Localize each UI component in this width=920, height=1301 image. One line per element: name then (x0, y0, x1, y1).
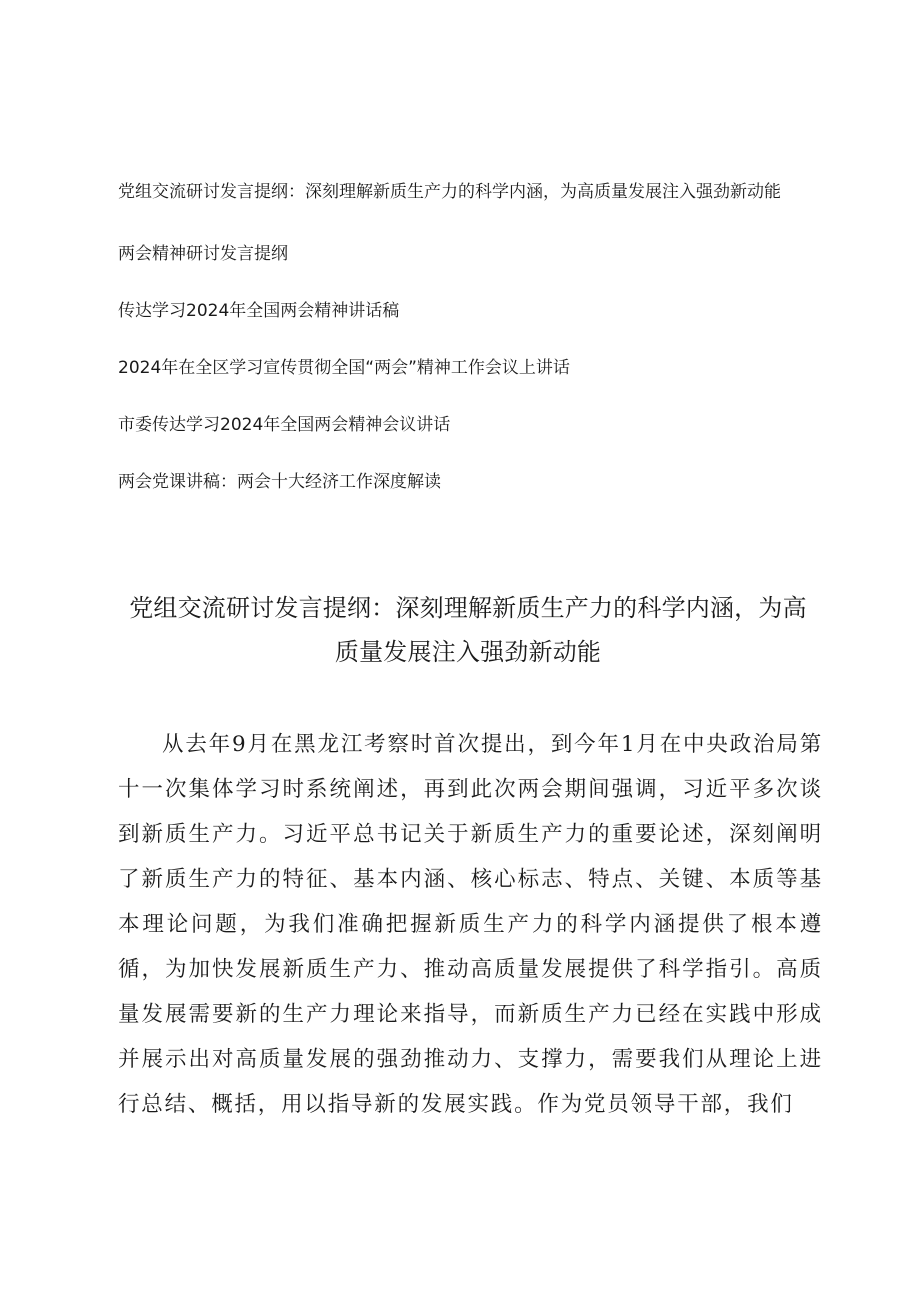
toc-item[interactable]: 2024年在全区学习宣传贯彻全国“两会”精神工作会议上讲话 (118, 358, 570, 378)
toc-item[interactable]: 传达学习2024年全国两会精神讲话稿 (118, 301, 400, 321)
toc-item[interactable]: 党组交流研讨发言提纲：深刻理解新质生产力的科学内涵，为高质量发展注入强劲新动能 (118, 182, 781, 202)
article-title: 党组交流研讨发言提纲：深刻理解新质生产力的科学内涵，为高质量发展注入强劲新动能 (129, 594, 807, 666)
toc-item[interactable]: 两会精神研讨发言提纲 (118, 244, 288, 264)
toc-item[interactable]: 市委传达学习2024年全国两会精神会议讲话 (118, 415, 451, 435)
table-of-contents (118, 178, 818, 525)
toc-item[interactable]: 两会党课讲稿：两会十大经济工作深度解读 (118, 472, 441, 492)
article-paragraph: 从去年9月在黑龙江考察时首次提出，到今年1月在中央政治局第十一次集体学习时系统阐述，再到此次两会期间强调，习近平多次谈到新质生产力。习近平总书记关于新质生产力的重要论述，深刻阐明了新质生产力的特征、基本内涵、核心标志、特点、关键、本质等基本理论问题，为我们准确把握新质生产力的科学内涵提供了根本遵循，为加快发展新质生产力、推动高质量发展提供了科学指引。高质量发展需要新的生产力理论来指导，而新质生产力已经在实践中形成并展示出对高质量发展的强劲推动力、支撑力，需要我们从理论上进行总结、概括，用以指导新的发展实践。作为党员领导干部，我们 (118, 732, 823, 1117)
